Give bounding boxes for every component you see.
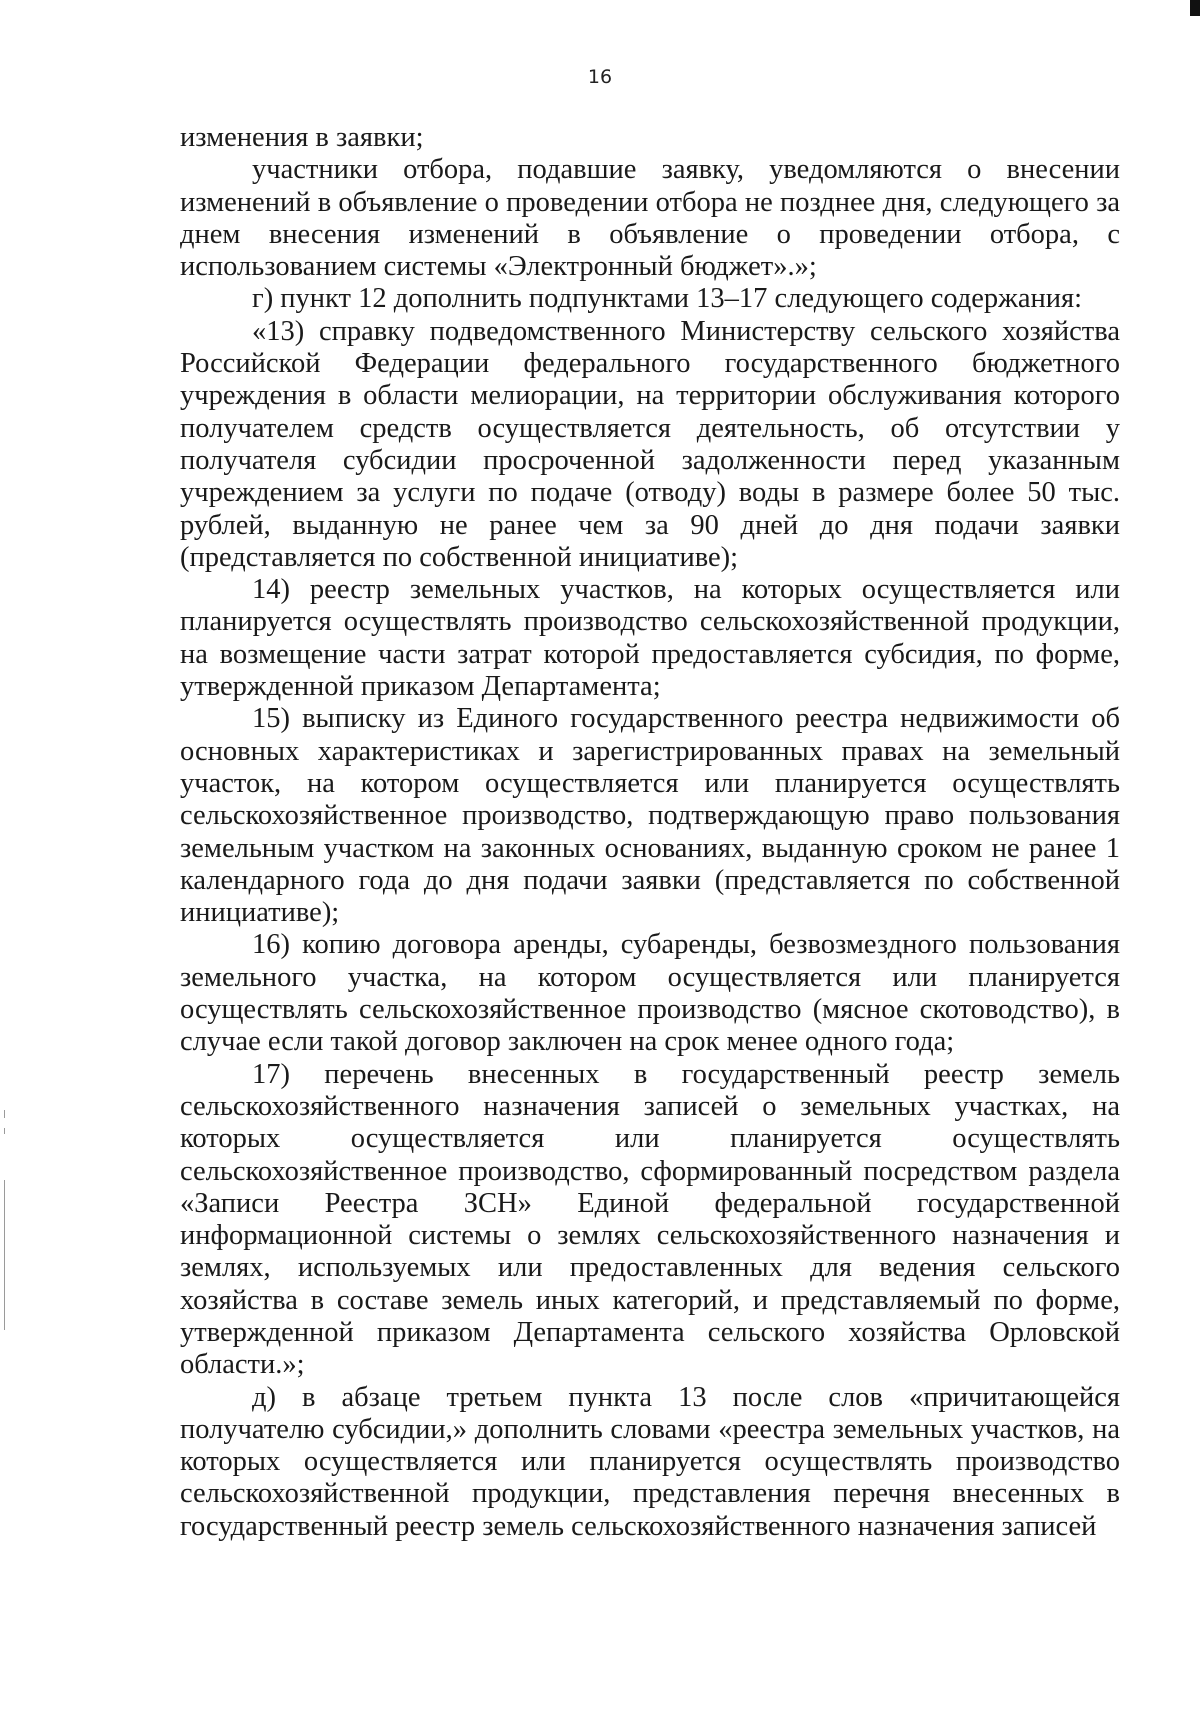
scan-edge-mark (1190, 0, 1200, 16)
document-body (180, 122, 1120, 1543)
paragraph-amendment-d: д) в абзаце третьем пункта 13 после слов «причитающейся получателю субсидии,» дополнить словами «реестра земельных участков, на которых осуществляется или планируется осуществлять производство сельскохозяйственной продукции, представления перечня внесенных в государственный реестр земель сельскохозяйственного назначения записей (180, 1381, 1120, 1542)
paragraph-continuation: изменения в заявки; (180, 122, 424, 153)
paragraph-item-16: 16) копию договора аренды, субаренды, безвозмездного пользования земельного участка, на котором осуществляется или планируется осуществлять сельскохозяйственное производство (мясное скотоводство), в случае если такой договор заключен на срок менее одного года; (180, 929, 1120, 1058)
paragraph-item-15: 15) выписку из Единого государственного реестра недвижимости об основных характеристиках и зарегистрированных правах на земельный участок, на котором осуществляется или планируется осуществлять сельскохозяйственное производство, подтверждающую право пользования земельным участком на законных основаниях, выданную сроком не ранее 1 календарного года до дня подачи заявки (представляется по собственной инициативе); (180, 703, 1120, 929)
paragraph-item-14: 14) реестр земельных участков, на которых осуществляется или планируется осуществлять производство сельскохозяйственной продукции, на возмещение части затрат которой предоставляется субсидия, по форме, утвержденной приказом Департамента; (180, 574, 1120, 703)
paragraph-item-17: 17) перечень внесенных в государственный реестр земель сельскохозяйственного назначения записей о земельных участках, на которых осуществляется или планируется осуществлять сельскохозяйственное производство, сформированный посредством раздела «Записи Реестра ЗСН» Единой федеральной государственной информационной системы о землях сельскохозяйственного назначения и землях, используемых или предоставленных для ведения сельского хозяйства в составе земель иных категорий, и представляемый по форме, утвержденной приказом Департамента сельского хозяйства Орловской области.»; (180, 1058, 1120, 1381)
paragraph-participants-notice: участники отбора, подавшие заявку, уведомляются о внесении изменений в объявление о проведении отбора не позднее дня, следующего за днем внесения изменений в объявление о проведении отбора, с использованием системы «Электронный бюджет».»; (180, 154, 1120, 283)
scan-margin-mark (4, 1110, 5, 1118)
page-number: 16 (587, 66, 613, 88)
paragraph-item-13: «13) справку подведомственного Министерству сельского хозяйства Российской Федерации федерального государственного бюджетного учреждения в области мелиорации, на территории обслуживания которого получателем средств осуществляется деятельность, об отсутствии у получателя субсидии просроченной задолженности перед указанным учреждением за услуги по подаче (отводу) воды в размере более 50 тыс. рублей, выданную не ранее чем за 90 дней до дня подачи заявки (представляется по собственной инициативе); (180, 315, 1120, 573)
scan-margin-mark (4, 1128, 5, 1134)
paragraph-amendment-g: г) пункт 12 дополнить подпунктами 13–17 следующего содержания: (252, 283, 1083, 315)
scan-margin-line (4, 1180, 5, 1330)
